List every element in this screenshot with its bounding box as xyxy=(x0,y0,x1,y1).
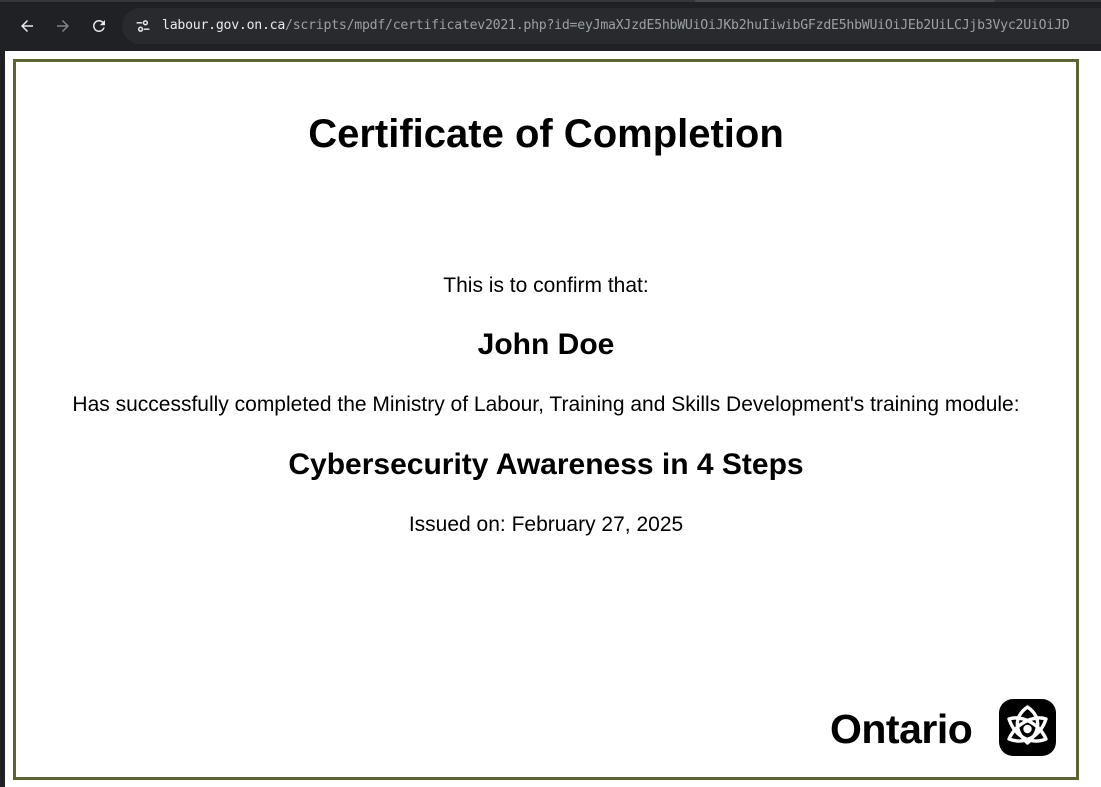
back-button[interactable] xyxy=(13,12,41,40)
tune-icon xyxy=(135,18,151,34)
reload-button[interactable] xyxy=(85,12,113,40)
tab-strip xyxy=(0,0,1101,2)
confirm-text: This is to confirm that: xyxy=(443,274,649,297)
url-domain: labour.gov.on.ca xyxy=(162,18,286,33)
address-bar[interactable] xyxy=(122,8,1101,44)
url-path: /scripts/mpdf/certificatev2021.php?id=eyJmaXJzdE5hbWUiOiJKb2huIiwibGFzdE5hbWUiOiJEb2UiLCJjb3Vyc2UiOiJD xyxy=(285,18,1070,33)
forward-button[interactable] xyxy=(49,12,77,40)
issued-date: February 27, 2025 xyxy=(511,513,684,536)
issued-label: Issued on: xyxy=(408,513,506,536)
recipient-name: John Doe xyxy=(477,328,615,361)
completion-text: Has successfully completed the Ministry of Labour, Training and Skills Development's training module: xyxy=(72,393,1020,416)
ontario-wordmark: Ontario xyxy=(830,706,973,752)
module-name: Cybersecurity Awareness in 4 Steps xyxy=(288,448,804,481)
site-info-button[interactable] xyxy=(132,16,154,36)
url-text[interactable] xyxy=(162,17,1069,35)
page-viewport xyxy=(5,51,1101,787)
active-tab-edge[interactable] xyxy=(695,0,995,2)
arrow-left-icon xyxy=(18,17,36,35)
certificate-title: Certificate of Completion xyxy=(308,112,784,156)
browser-toolbar xyxy=(0,0,1101,51)
ontario-logo xyxy=(830,698,1056,756)
arrow-right-icon xyxy=(54,17,72,35)
issued-line xyxy=(16,513,1076,537)
certificate-frame xyxy=(13,59,1079,780)
ontario-trillium-icon xyxy=(999,699,1056,756)
reload-icon xyxy=(90,17,108,35)
